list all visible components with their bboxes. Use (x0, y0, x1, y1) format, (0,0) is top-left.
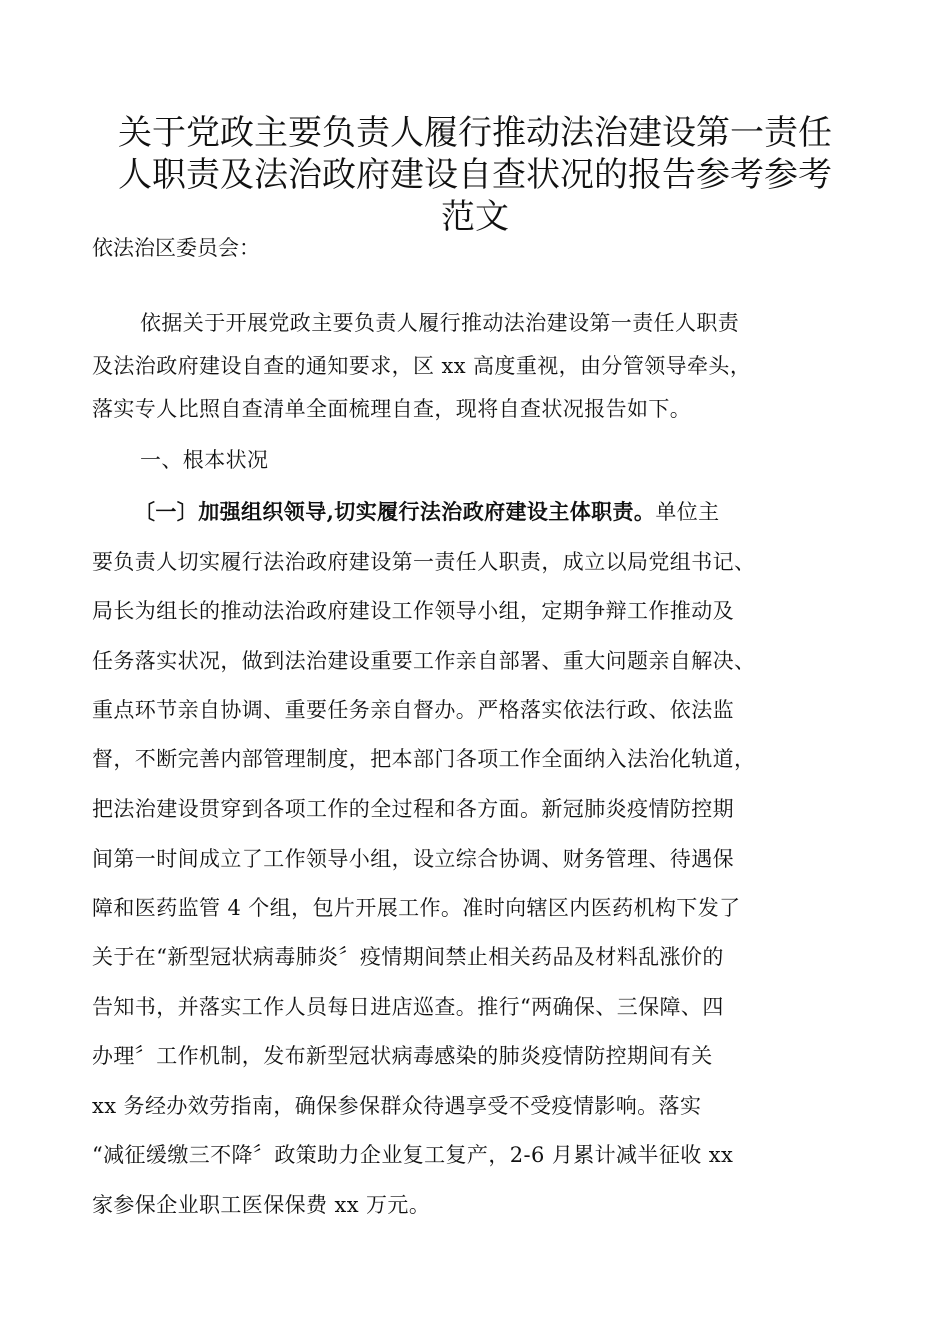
salutation: 依法治区委员会： (92, 236, 260, 260)
body-line-11: 办理〞工作机制，发布新型冠状病毒感染的肺炎疫情防控期间有关 (92, 1044, 713, 1068)
body-line-3: 任务落实状况，做到法治建设重要工作亲自部署、重大问题亲自解决、 (92, 649, 756, 673)
subsection-heading: 〔一〕加强组织领导,切实履行法治政府建设主体职责。 (134, 499, 656, 524)
title-line-2: 人职责及法治政府建设自查状况的报告参考参考 (118, 155, 832, 195)
document-title (70, 112, 880, 238)
subsection-first-line (134, 495, 720, 529)
body-line-8: 障和医药监管 4 个组，包片开展工作。准时向辖区内医药机构下发了 (92, 896, 741, 920)
body-line-12: xx 务经办效劳指南，确保参保群众待遇享受不受疫情影响。落实 (92, 1094, 702, 1118)
body-line-14: 家参保企业职工医保保费 xx 万元。 (92, 1193, 431, 1217)
body-line-13: “减征缓缴三不降〞政策助力企业复工复产，2-6 月累计减半征收 xx (92, 1143, 734, 1167)
intro-line-1: 依据关于开展党政主要负责人履行推动法治建设第一责任人职责 (140, 311, 740, 335)
intro-line-3: 落实专人比照自查清单全面梳理自查，现将自查状况报告如下。 (92, 397, 692, 421)
body-line-9: 关于在“新型冠状病毒肺炎〞疫情期间禁止相关药品及材料乱涨价的 (92, 945, 724, 969)
title-line-3: 范文 (441, 197, 509, 237)
body-line-10: 告知书，并落实工作人员每日进店巡查。推行“两确保、三保障、四 (92, 995, 724, 1019)
intro-line-2: 及法治政府建设自查的通知要求，区 xx 高度重视，由分管领导牵头， (92, 354, 752, 378)
section-heading: 一、根本状况 (140, 448, 269, 472)
body-line-4: 重点环节亲自协调、重要任务亲自督办。严格落实依法行政、依法监 (92, 698, 734, 722)
body-line-1: 要负责人切实履行法治政府建设第一责任人职责，成立以局党组书记、 (92, 550, 756, 574)
body-line-6: 把法治建设贯穿到各项工作的全过程和各方面。新冠肺炎疫情防控期 (92, 797, 734, 821)
title-line-1: 关于党政主要负责人履行推动法治建设第一责任 (118, 113, 832, 153)
subsection-first-tail: 单位主 (655, 500, 720, 524)
body-line-2: 局长为组长的推动法治政府建设工作领导小组，定期争辩工作推动及 (92, 599, 734, 623)
body-line-7: 间第一时间成立了工作领导小组，设立综合协调、财务管理、待遇保 (92, 847, 734, 871)
body-line-5: 督，不断完善内部管理制度，把本部门各项工作全面纳入法治化轨道， (92, 747, 756, 771)
